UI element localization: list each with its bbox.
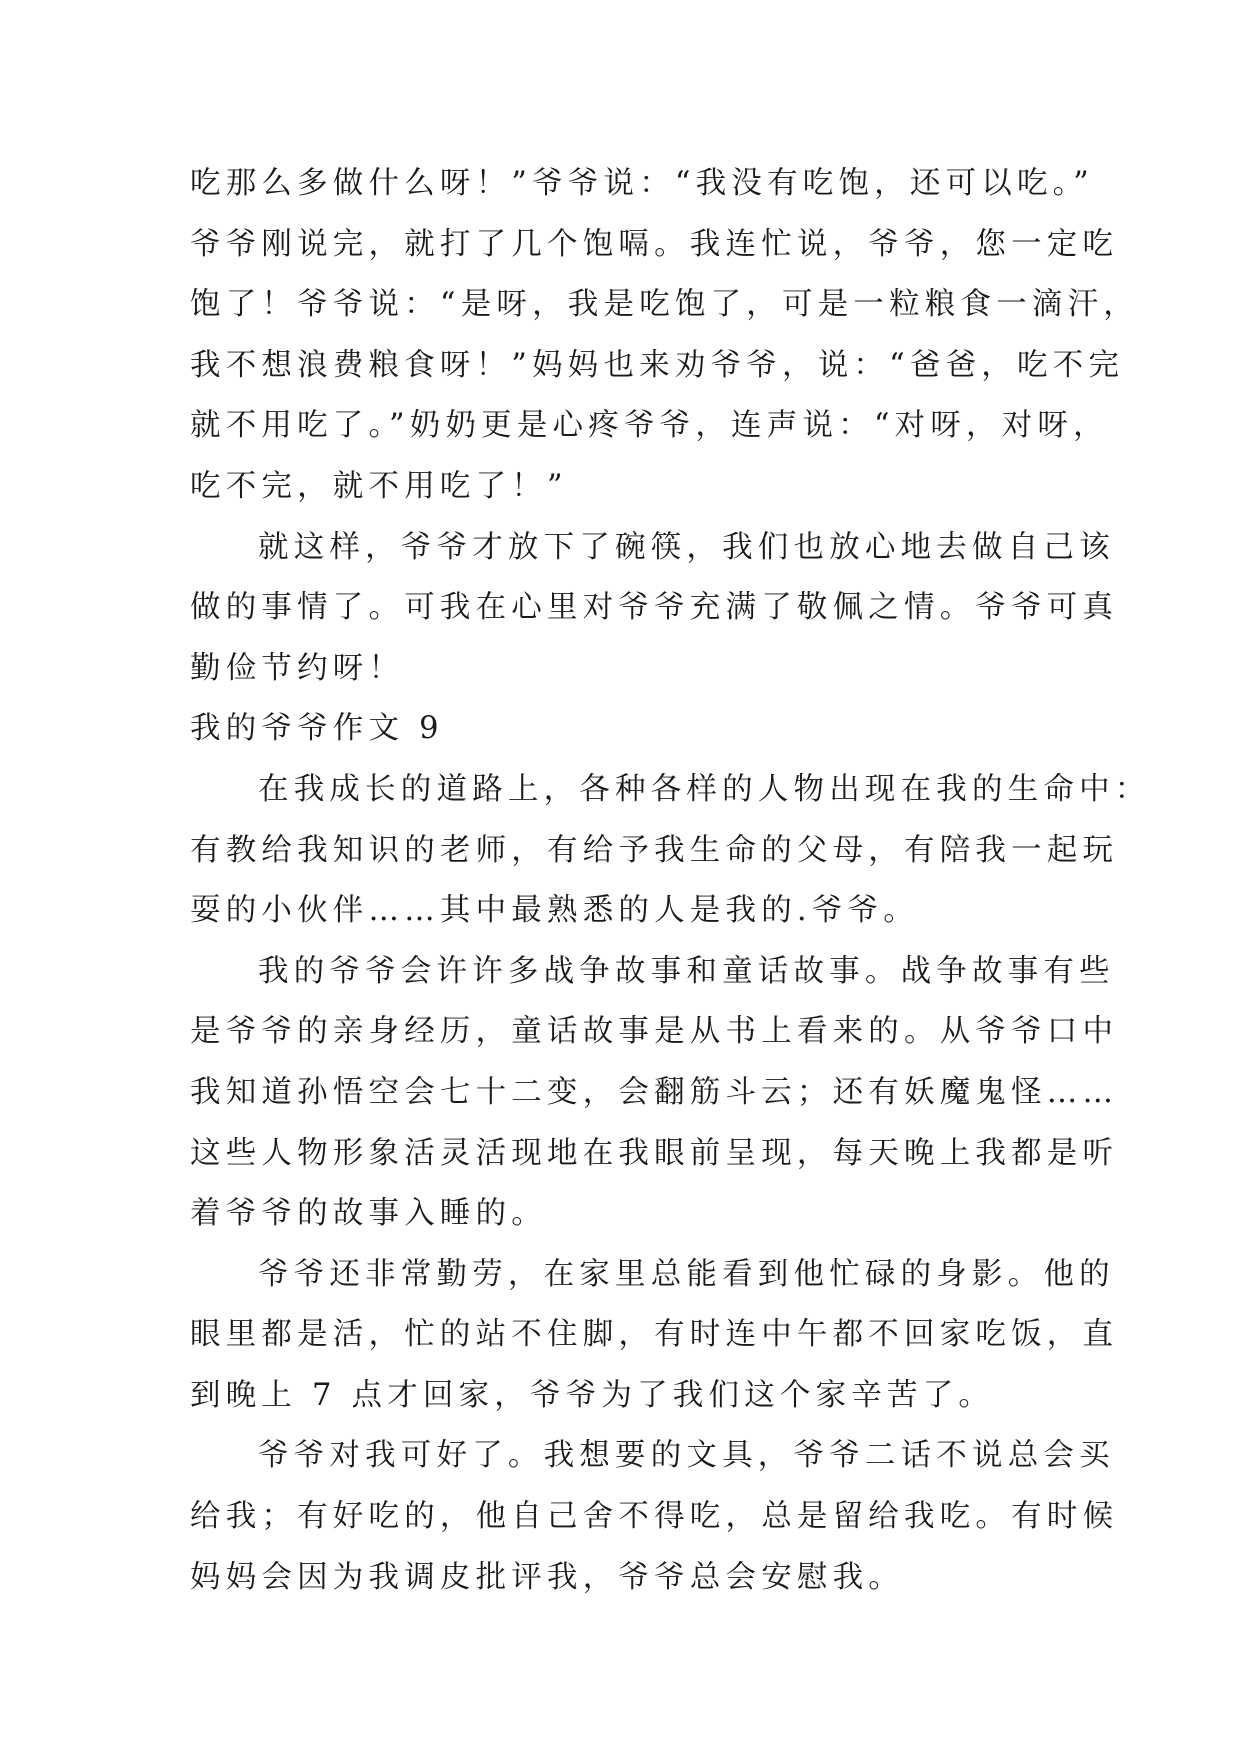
document-body [190,154,1151,1608]
text-line: 我知道孙悟空会七十二变，会翻筋斗云；还有妖魔鬼怪…… [190,1074,1119,1110]
paragraph-first-line: 爷爷还非常勤劳，在家里总能看到他忙碌的身影。他的 [258,1256,1115,1292]
text-line: 这些人物形象活灵活现地在我眼前呈现，每天晚上我都是听 [190,1135,1119,1171]
text-line: 勤俭节约呀！ [190,650,405,686]
text-line: 做的事情了。可我在心里对爷爷充满了敬佩之情。爷爷可真 [190,590,1119,626]
text-line: 眼里都是活，忙的站不住脚，有时连中午都不回家吃饭，直 [190,1317,1119,1353]
text-line: 吃不完，就不用吃了！” [190,468,568,504]
text-line: 妈妈会因为我调皮批评我，爷爷总会安慰我。 [190,1559,904,1595]
paragraph-first-line: 爷爷对我可好了。我想要的文具，爷爷二话不说总会买 [258,1438,1115,1474]
text-line: 是爷爷的亲身经历，童话故事是从书上看来的。从爷爷口中 [190,1014,1119,1050]
paragraph-first-line: 我的爷爷会许许多战争故事和童话故事。战争故事有些 [258,953,1115,989]
text-line: 饱了！爷爷说：“是呀，我是吃饱了，可是一粒粮食一滴汗， [190,287,1139,323]
text-line: 我不想浪费粮食呀！”妈妈也来劝爷爷，说：“爸爸，吃不完 [190,347,1125,383]
text-line: 爷爷刚说完，就打了几个饱嗝。我连忙说，爷爷，您一定吃 [190,226,1119,262]
paragraph-first-line: 就这样，爷爷才放下了碗筷，我们也放心地去做自己该 [258,529,1115,565]
section-heading: 我的爷爷作文 9 [190,711,444,747]
text-line: 有教给我知识的老师，有给予我生命的父母，有陪我一起玩 [190,832,1119,868]
text-line: 耍的小伙伴……其中最熟悉的人是我的.爷爷。 [190,893,919,929]
text-line: 着爷爷的故事入睡的。 [190,1196,547,1232]
text-line: 给我；有好吃的，他自己舍不得吃，总是留给我吃。有时候 [190,1499,1119,1535]
text-line: 就不用吃了。”奶奶更是心疼爷爷，连声说：“对呀，对呀， [190,408,1109,444]
paragraph-first-line: 在我成长的道路上，各种各样的人物出现在我的生命中： [258,771,1151,807]
text-line: 吃那么多做什么呀！”爷爷说：“我没有吃饱，还可以吃。” [190,166,1094,201]
text-line: 到晚上 7 点才回家，爷爷为了我们这个家辛苦了。 [190,1377,995,1413]
